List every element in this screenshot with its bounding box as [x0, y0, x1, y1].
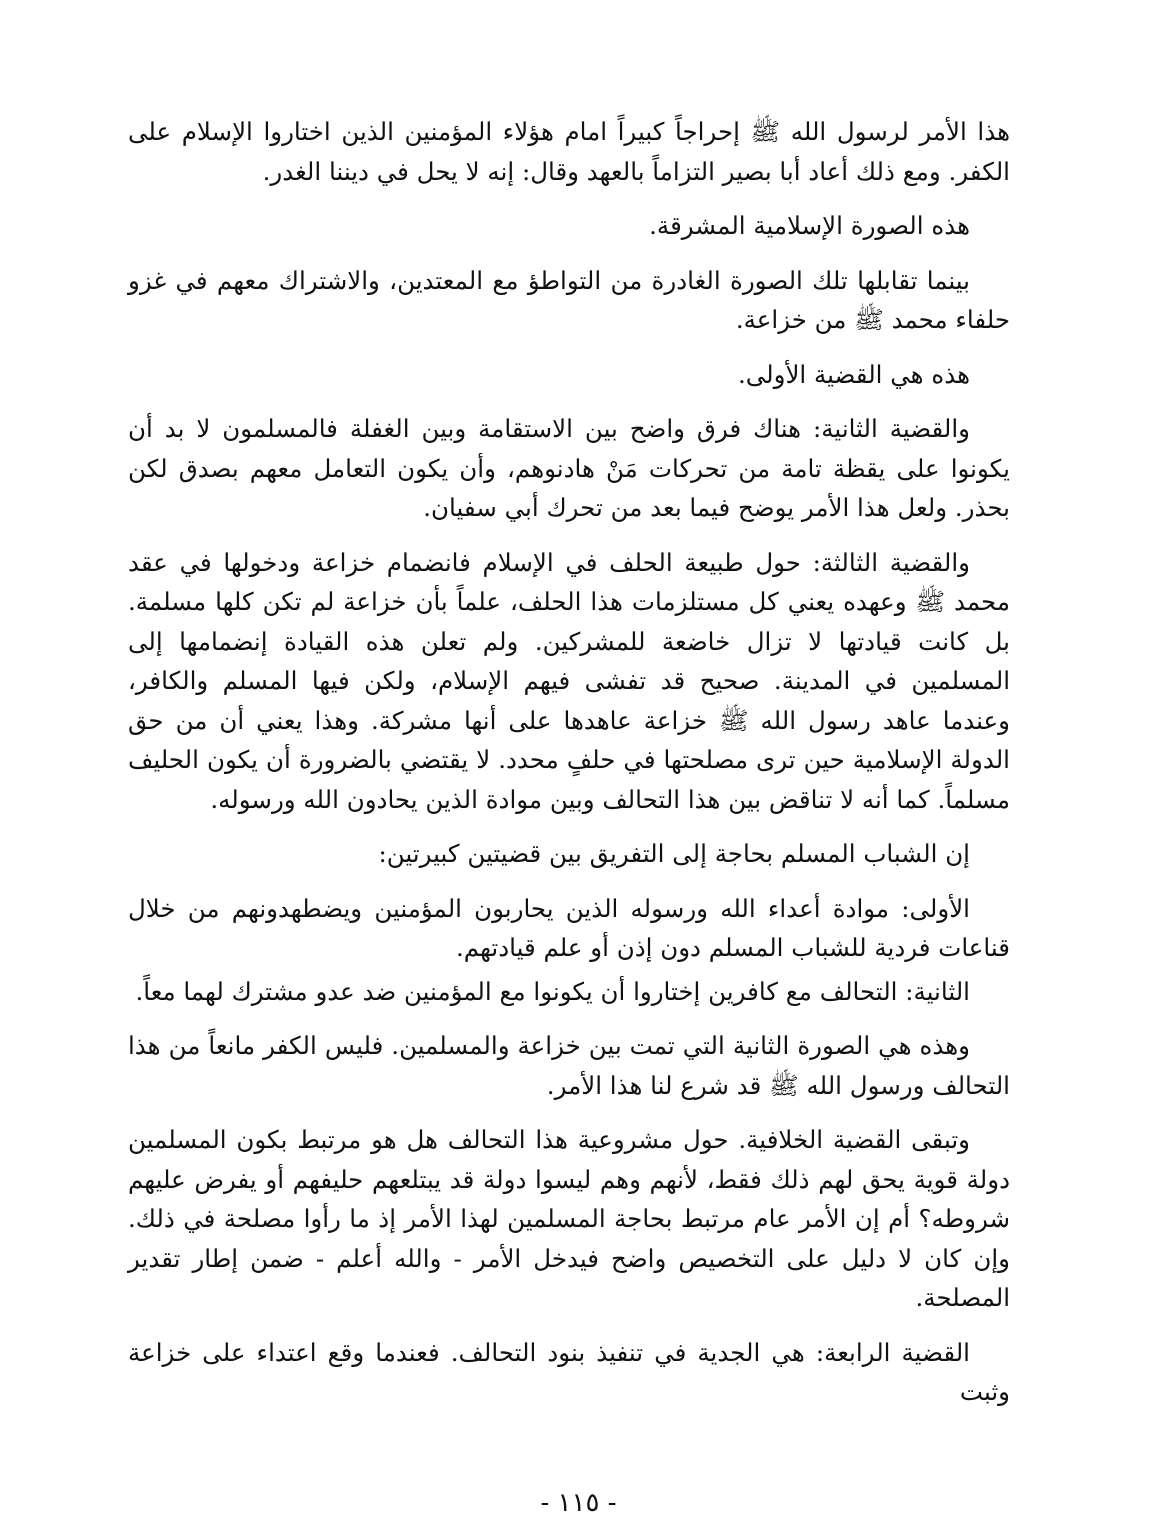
paragraph-controversial-issue: وتبقى القضية الخلافية. حول مشروعية هذا التحالف هل هو مرتبط بكون المسلمين دولة قوية يحق لهم ذلك فقط، لأنهم وهم ليسوا دولة قد يبتلعهم حليفهم أو يفرض عليهم شروطه؟ أم إن الأمر عام مرتبط بحاجة المسلمين لهذا الأمر إذ ما رأوا مصلحة في ذلك. وإن كان لا دليل على التخصيص واضح فيدخل الأمر - والله أعلم - ضمن إطار تقدير المصلحة. [128, 1125, 1010, 1312]
paragraph-treacherous-image: بينما تقابلها تلك الصورة الغادرة من التواطؤ مع المعتدين، والاشتراك معهم في غزو حلفاء محمد ﷺ من خزاعة. [128, 265, 1010, 334]
paragraph-continuation: هذا الأمر لرسول الله ﷺ إحراجاً كبيراً امام هؤلاء المؤمنين الذين اختاروا الإسلام على الكفر. ومع ذلك أعاد أبا بصير التزاماً بالعهد وقال: إنه لا يحل في ديننا الغدر. [128, 117, 1010, 186]
paragraph-two-issues-intro: إن الشباب المسلم بحاجة إلى التفريق بين قضيتين كبيرتين: [378, 839, 970, 868]
paragraph-second-image: وهذه هي الصورة الثانية التي تمت بين خزاعة والمسلمين. فليس الكفر مانعاً من هذا التحالف ورسول الله ﷺ قد شرع لنا هذا الأمر. [128, 1031, 1010, 1100]
paragraph-third-issue: والقضية الثالثة: حول طبيعة الحلف في الإسلام فانضمام خزاعة ودخولها في عقد محمد ﷺ وعهده يعني كل مستلزمات هذا الحلف، علماً بأن خزاعة لم تكن كلها مسلمة. بل كانت قيادتها لا تزال خاضعة للمشركين. ولم تعلن هذه القيادة إنضمامها إلى المسلمين في المدينة. صحيح قد تفشى فيهم الإسلام، ولكن فيها المسلم والكافر، وعندما عاهد رسول الله ﷺ خزاعة عاهدها على أنها مشركة. وهذا يعني أن من حق الدولة الإسلامية حين ترى مصلحتها في حلفٍ محدد. لا يقتضي بالضرورة أن يكون الحليف مسلماً. كما أنه لا تناقض بين هذا التحالف وبين موادة الذين يحادون الله ورسوله. [128, 547, 1010, 814]
paragraph-bright-image: هذه الصورة الإسلامية المشرقة. [649, 211, 970, 240]
paragraph-first-point: الأولى: موادة أعداء الله ورسوله الذين يحاربون المؤمنين ويضطهدونهم من خلال قناعات فردية للشباب المسلم دون إذن أو علم قيادتهم. [128, 893, 1010, 962]
body-text [128, 112, 1010, 1427]
paragraph-second-issue: والقضية الثانية: هناك فرق واضح بين الاستقامة وبين الغفلة فالمسلمون لا بد أن يكونوا على يقظة تامة من تحركات مَنْ هادنوهم، وأن يكون التعامل معهم بصدق لكن بحذر. ولعل هذا الأمر يوضح فيما بعد من تحرك أبي سفيان. [128, 414, 1010, 522]
page-number: - ١١٥ - [540, 1488, 617, 1518]
paragraph-fourth-issue: القضية الرابعة: هي الجدية في تنفيذ بنود التحالف. فعندما وقع اعتداء على خزاعة وثبت [128, 1337, 1010, 1406]
paragraph-first-issue: هذه هي القضية الأولى. [737, 359, 970, 389]
paragraph-second-point: الثانية: التحالف مع كافرين إختاروا أن يكونوا مع المؤمنين ضد عدو مشترك لهما معاً. [135, 976, 970, 1006]
